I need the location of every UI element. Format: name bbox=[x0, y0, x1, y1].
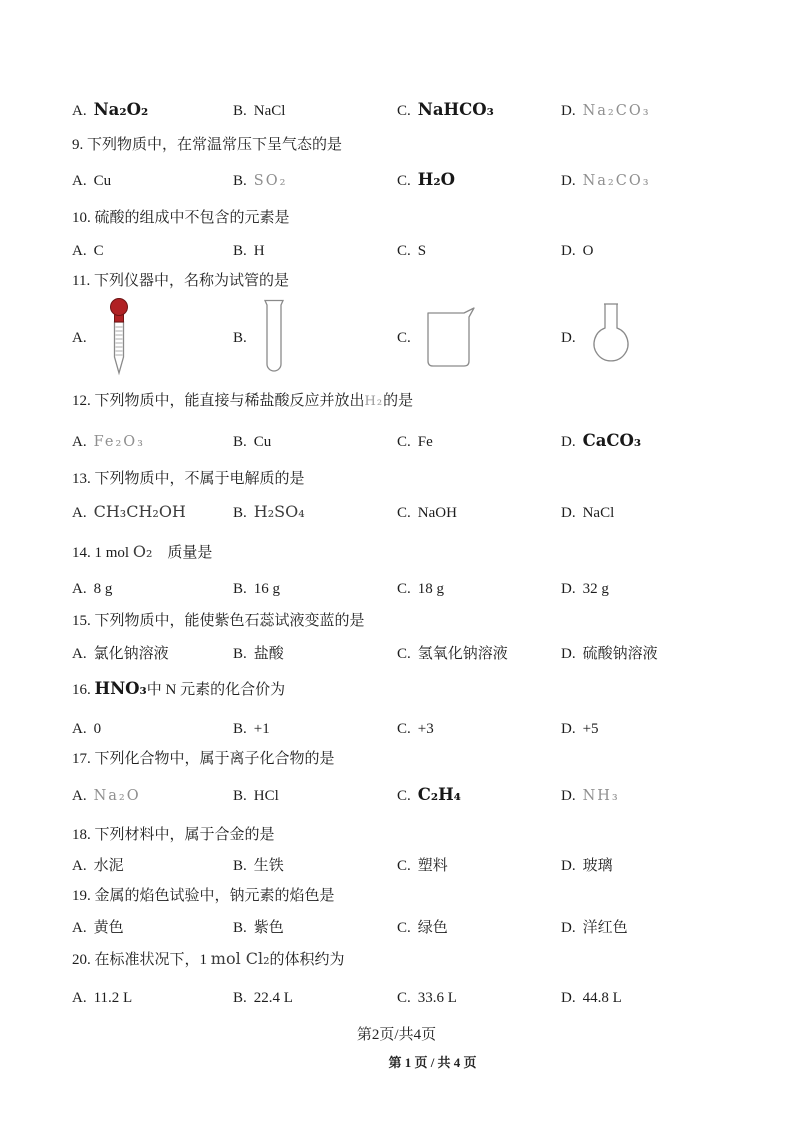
option-c bbox=[397, 433, 561, 452]
option-label: B. bbox=[233, 434, 247, 450]
option-a bbox=[72, 720, 233, 739]
round-bottom-flask-icon bbox=[591, 302, 631, 374]
beaker-icon bbox=[426, 307, 476, 369]
option-label: B. bbox=[233, 990, 247, 1006]
option-b bbox=[233, 102, 397, 121]
option-label: B. bbox=[233, 329, 247, 346]
option-label: B. bbox=[233, 646, 247, 662]
question-9-options-row bbox=[72, 170, 740, 191]
option-label: C. bbox=[397, 858, 411, 874]
question-text: 16. bbox=[72, 682, 95, 698]
option-label: A. bbox=[72, 990, 87, 1006]
option-label: B. bbox=[233, 858, 247, 874]
option-value: C₂H₄ bbox=[417, 785, 461, 804]
option-b bbox=[233, 433, 397, 452]
option-value: O bbox=[582, 243, 594, 259]
option-label: D. bbox=[561, 858, 576, 874]
inline-formula: H₂ bbox=[364, 394, 384, 409]
option-c bbox=[397, 720, 561, 739]
option-b bbox=[233, 720, 397, 739]
page-number-text: 第2页/共4页 bbox=[356, 1027, 437, 1043]
question-16-text bbox=[72, 679, 740, 700]
option-c bbox=[397, 989, 561, 1008]
option-label: C. bbox=[397, 173, 411, 189]
option-c bbox=[397, 242, 561, 261]
option-value: 氢氧化钠溶液 bbox=[417, 646, 508, 662]
question-15-options-row bbox=[72, 645, 740, 664]
option-label: D. bbox=[561, 646, 576, 662]
option-value: Cu bbox=[253, 434, 272, 450]
option-value: 玻璃 bbox=[582, 858, 613, 874]
option-value: Cu bbox=[93, 173, 112, 189]
question-text: 13. 下列物质中，不属于电解质的是 bbox=[72, 471, 305, 487]
option-label: D. bbox=[561, 434, 576, 450]
question-18-text bbox=[72, 826, 740, 845]
option-c bbox=[397, 919, 561, 938]
option-value: 水泥 bbox=[93, 858, 124, 874]
question-12-options-row bbox=[72, 431, 740, 452]
option-value: +3 bbox=[417, 721, 434, 737]
question-text: 10. 硫酸的组成中不包含的元素是 bbox=[72, 210, 290, 226]
option-label: C. bbox=[397, 788, 411, 804]
question-16-options-row bbox=[72, 720, 740, 739]
option-value: SO₂ bbox=[253, 173, 288, 189]
option-label: B. bbox=[233, 173, 247, 189]
option-value: +5 bbox=[582, 721, 599, 737]
option-label: A. bbox=[72, 858, 87, 874]
option-value: 33.6 L bbox=[417, 990, 457, 1006]
option-label: B. bbox=[233, 721, 247, 737]
option-d bbox=[561, 431, 740, 452]
question-20-options-row bbox=[72, 989, 740, 1008]
question-10-options-row bbox=[72, 242, 740, 261]
question-9-text bbox=[72, 136, 740, 155]
option-label: A. bbox=[72, 434, 87, 450]
option-value: 11.2 L bbox=[93, 990, 133, 1006]
option-value: 16 g bbox=[253, 581, 281, 597]
question-text-post: 的是 bbox=[383, 393, 414, 409]
option-label: A. bbox=[72, 788, 87, 804]
option-d bbox=[561, 787, 740, 806]
option-label: A. bbox=[72, 581, 87, 597]
question-18-options-row bbox=[72, 857, 740, 876]
option-b bbox=[233, 787, 397, 806]
option-label: D. bbox=[561, 581, 576, 597]
question-text: 15. 下列物质中，能使紫色石蕊试液变蓝的是 bbox=[72, 613, 365, 629]
option-value: 紫色 bbox=[253, 920, 284, 936]
question-text: 18. 下列材料中，属于合金的是 bbox=[72, 827, 275, 843]
option-value: NaCl bbox=[253, 103, 286, 119]
option-label: C. bbox=[397, 434, 411, 450]
option-a bbox=[72, 502, 233, 523]
question-20-text bbox=[72, 949, 740, 970]
option-value: Fe₂O₃ bbox=[93, 434, 145, 450]
option-label: D. bbox=[561, 173, 576, 189]
option-value: 32 g bbox=[582, 581, 609, 597]
question-text: 17. 下列化合物中，属于离子化合物的是 bbox=[72, 751, 335, 767]
option-label: B. bbox=[233, 581, 247, 597]
option-a bbox=[72, 787, 233, 806]
option-value: C bbox=[93, 243, 104, 259]
option-d bbox=[561, 645, 740, 664]
option-c bbox=[397, 170, 561, 191]
question-11-options-row bbox=[72, 296, 740, 380]
option-a bbox=[72, 645, 233, 664]
option-a bbox=[72, 989, 233, 1008]
question-8-options-row bbox=[72, 100, 740, 121]
page-footer-current bbox=[0, 1026, 793, 1045]
option-d bbox=[561, 580, 740, 599]
option-value: 生铁 bbox=[253, 858, 284, 874]
inline-formula: O₂ bbox=[132, 542, 153, 561]
option-a bbox=[72, 919, 233, 938]
option-value: 氯化钠溶液 bbox=[93, 646, 169, 662]
option-c bbox=[397, 785, 561, 806]
option-value: 绿色 bbox=[417, 920, 448, 936]
option-d bbox=[561, 102, 740, 121]
option-a bbox=[72, 242, 233, 261]
option-label: B. bbox=[233, 505, 247, 521]
option-value: 8 g bbox=[93, 581, 113, 597]
option-value: Na₂CO₃ bbox=[582, 103, 651, 119]
option-value: 塑料 bbox=[417, 858, 448, 874]
option-b bbox=[233, 989, 397, 1008]
option-label: A. bbox=[72, 721, 87, 737]
question-11-text bbox=[72, 272, 740, 291]
question-15-text bbox=[72, 612, 740, 631]
option-a bbox=[72, 172, 233, 191]
option-label: B. bbox=[233, 920, 247, 936]
option-label: D. bbox=[561, 329, 576, 346]
option-label: C. bbox=[397, 103, 411, 119]
question-17-options-row bbox=[72, 785, 740, 806]
question-text: 12. 下列物质中，能直接与稀盐酸反应并放出 bbox=[72, 393, 365, 409]
dropper-icon bbox=[102, 297, 136, 379]
option-value: NaCl bbox=[582, 505, 615, 521]
option-value: 洋红色 bbox=[582, 920, 628, 936]
question-19-options-row bbox=[72, 919, 740, 938]
option-c bbox=[397, 580, 561, 599]
option-value: H bbox=[253, 243, 265, 259]
page-footer-overall bbox=[0, 1055, 793, 1071]
option-value: 黄色 bbox=[93, 920, 124, 936]
option-b bbox=[233, 502, 397, 523]
option-value: 22.4 L bbox=[253, 990, 293, 1006]
question-14-options-row bbox=[72, 580, 740, 599]
option-label: C. bbox=[397, 329, 411, 346]
option-value: CH₃CH₂OH bbox=[93, 502, 186, 521]
option-value: 44.8 L bbox=[582, 990, 622, 1006]
option-label: A. bbox=[72, 505, 87, 521]
option-value: H₂O bbox=[417, 170, 455, 189]
option-value: CaCO₃ bbox=[582, 431, 642, 450]
option-value: 硫酸钠溶液 bbox=[582, 646, 658, 662]
option-a bbox=[72, 100, 233, 121]
inline-formula: mol Cl₂ bbox=[210, 949, 270, 968]
option-label: A. bbox=[72, 243, 87, 259]
question-10-text bbox=[72, 209, 740, 228]
option-value: Fe bbox=[417, 434, 433, 450]
option-b bbox=[233, 919, 397, 938]
question-text: 11. 下列仪器中，名称为试管的是 bbox=[72, 273, 289, 289]
option-b bbox=[233, 242, 397, 261]
option-value: 0 bbox=[93, 721, 102, 737]
option-label: C. bbox=[397, 505, 411, 521]
option-value: NaOH bbox=[417, 505, 457, 521]
option-value: NaHCO₃ bbox=[417, 100, 494, 119]
option-c bbox=[397, 307, 561, 369]
option-label: C. bbox=[397, 581, 411, 597]
option-d bbox=[561, 919, 740, 938]
option-c bbox=[397, 504, 561, 523]
question-text: 20. 在标准状况下，1 bbox=[72, 952, 211, 968]
option-value: Na₂CO₃ bbox=[582, 173, 651, 189]
option-a bbox=[72, 580, 233, 599]
question-text-post: 中 N 元素的化合价为 bbox=[146, 682, 286, 698]
option-a bbox=[72, 433, 233, 452]
option-label: C. bbox=[397, 920, 411, 936]
question-12-text bbox=[72, 392, 740, 411]
option-c bbox=[397, 100, 561, 121]
option-label: C. bbox=[397, 646, 411, 662]
question-text-post: 质量是 bbox=[152, 545, 213, 561]
inline-formula: HNO₃ bbox=[94, 679, 147, 698]
option-a bbox=[72, 297, 233, 379]
option-d bbox=[561, 242, 740, 261]
option-label: C. bbox=[397, 243, 411, 259]
option-value: 盐酸 bbox=[253, 646, 284, 662]
option-a bbox=[72, 857, 233, 876]
option-value: NH₃ bbox=[582, 788, 620, 804]
option-label: D. bbox=[561, 721, 576, 737]
option-c bbox=[397, 645, 561, 664]
option-label: A. bbox=[72, 173, 87, 189]
option-d bbox=[561, 857, 740, 876]
option-value: 18 g bbox=[417, 581, 445, 597]
question-text: 19. 金属的焰色试验中，钠元素的焰色是 bbox=[72, 888, 335, 904]
option-value: Na₂O bbox=[93, 788, 141, 804]
option-label: C. bbox=[397, 990, 411, 1006]
option-label: D. bbox=[561, 243, 576, 259]
option-value: +1 bbox=[253, 721, 270, 737]
test-tube-icon bbox=[262, 299, 286, 377]
option-label: C. bbox=[397, 721, 411, 737]
option-c bbox=[397, 857, 561, 876]
option-b bbox=[233, 857, 397, 876]
question-13-options-row bbox=[72, 502, 740, 523]
option-label: D. bbox=[561, 788, 576, 804]
option-label: A. bbox=[72, 103, 87, 119]
option-label: D. bbox=[561, 505, 576, 521]
option-label: A. bbox=[72, 920, 87, 936]
option-label: A. bbox=[72, 329, 87, 346]
page-number-text: 第 1 页 / 共 4 页 bbox=[388, 1055, 477, 1070]
option-label: A. bbox=[72, 646, 87, 662]
option-b bbox=[233, 580, 397, 599]
option-d bbox=[561, 504, 740, 523]
option-value: S bbox=[417, 243, 427, 259]
option-d bbox=[561, 989, 740, 1008]
question-text-post: 的体积约为 bbox=[269, 952, 345, 968]
question-19-text bbox=[72, 887, 740, 906]
question-13-text bbox=[72, 470, 740, 489]
option-b bbox=[233, 172, 397, 191]
option-label: D. bbox=[561, 990, 576, 1006]
option-label: B. bbox=[233, 103, 247, 119]
question-text: 14. 1 mol bbox=[72, 545, 133, 561]
option-label: B. bbox=[233, 788, 247, 804]
option-d bbox=[561, 302, 740, 374]
option-d bbox=[561, 172, 740, 191]
option-label: D. bbox=[561, 103, 576, 119]
option-label: D. bbox=[561, 920, 576, 936]
option-b bbox=[233, 645, 397, 664]
question-17-text bbox=[72, 750, 740, 769]
option-value: HCl bbox=[253, 788, 279, 804]
option-value: H₂SO₄ bbox=[253, 502, 305, 521]
option-value: Na₂O₂ bbox=[93, 100, 149, 119]
question-text: 9. 下列物质中，在常温常压下呈气态的是 bbox=[72, 137, 343, 153]
option-d bbox=[561, 720, 740, 739]
question-14-text bbox=[72, 542, 740, 563]
option-b bbox=[233, 299, 397, 377]
option-label: B. bbox=[233, 243, 247, 259]
